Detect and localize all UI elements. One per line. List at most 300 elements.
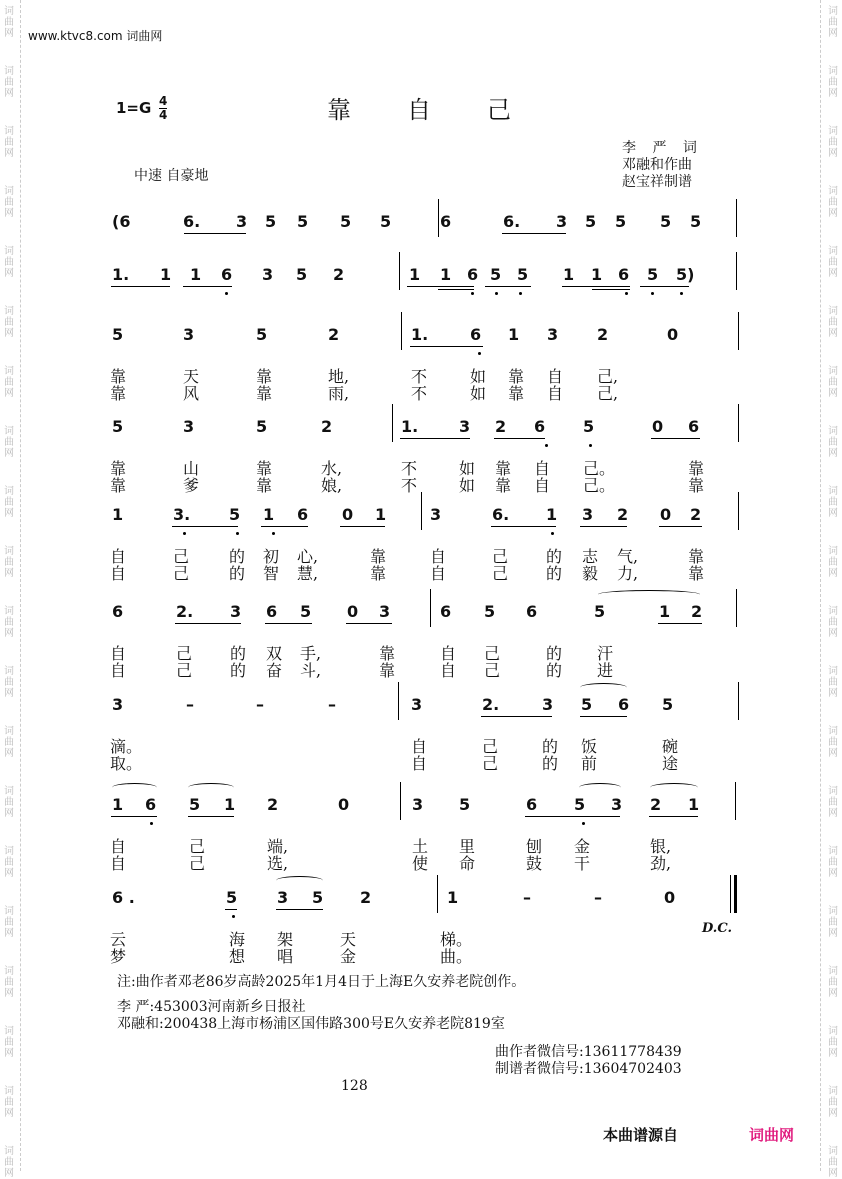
bar-line [738, 312, 739, 350]
watermark-text: 词 曲 网 [4, 126, 14, 159]
page-number: 128 [341, 1078, 368, 1094]
lyric: 靠 [256, 384, 273, 403]
lyric: 土 [412, 837, 429, 856]
lyric: 奋 [266, 661, 283, 680]
note: 1. [112, 265, 130, 284]
watermark-text: 词 曲 网 [828, 6, 838, 39]
final-bar-thick [734, 875, 737, 913]
note: 5 [583, 417, 595, 436]
beam-underline [562, 286, 630, 287]
lyric: 己。 [583, 459, 616, 478]
lyric: 不 [411, 367, 428, 386]
time-signature [159, 95, 167, 122]
lyric: 前 [581, 754, 598, 773]
bar-line [398, 682, 399, 720]
note: 1 [224, 795, 236, 814]
address-text: 453003河南新乡日报社 [154, 999, 306, 1015]
bar-line [399, 252, 400, 290]
lyric: 天 [340, 930, 357, 949]
octave-dot [545, 444, 548, 447]
note: 1 [112, 795, 124, 814]
lyric: 滴。 [110, 737, 143, 756]
watermark-text: 词 曲 网 [4, 546, 14, 579]
note: 1 [440, 265, 452, 284]
watermark-text: 词 曲 网 [828, 246, 838, 279]
beam-underline [265, 623, 312, 624]
beam-underline [340, 526, 385, 527]
watermark-text: 词 曲 网 [4, 306, 14, 339]
lyric: 的 [546, 644, 563, 663]
lyric: 靠 [110, 476, 127, 495]
lyric: 劲, [650, 854, 672, 873]
beam-underline [175, 623, 241, 624]
bar-line [392, 404, 393, 442]
note: 6 [618, 695, 630, 714]
octave-dot [232, 915, 235, 918]
lyric: 命 [459, 854, 476, 873]
note: 6 [112, 602, 124, 621]
beam-underline [410, 346, 483, 347]
lyric: 银, [650, 837, 672, 856]
note: 3 [277, 888, 289, 907]
bar-line [736, 252, 737, 290]
watermark-text: 词 曲 网 [828, 966, 838, 999]
note: 1 [688, 795, 700, 814]
note: 3 [430, 505, 442, 524]
lyric: 智 [263, 564, 280, 583]
note: 5 [581, 695, 593, 714]
lyric: 初 [263, 547, 280, 566]
lyric: 山 [183, 459, 200, 478]
lyric: 自 [430, 564, 447, 583]
note: 5 [256, 417, 268, 436]
lyric: 天 [183, 367, 200, 386]
beam-underline [438, 289, 474, 290]
lyric: 靠 [508, 384, 525, 403]
arranger-credit: 赵宝祥制谱 [622, 174, 692, 190]
note: 3 [379, 602, 391, 621]
note: 2 [328, 325, 340, 344]
note: 5 [256, 325, 268, 344]
note: 1 [563, 265, 575, 284]
octave-dot [236, 532, 239, 535]
note: 3 [262, 265, 274, 284]
note: 5 [312, 888, 324, 907]
note: 2. [176, 602, 194, 621]
note: 1 [375, 505, 387, 524]
note: 5 [380, 212, 392, 231]
note: 2. [482, 695, 500, 714]
lyric: 靠 [370, 564, 387, 583]
note: 6 [221, 265, 233, 284]
lyric: 使 [412, 854, 429, 873]
lyric: 己 [492, 564, 509, 583]
note: 2 [597, 325, 609, 344]
title-char: 靠 [327, 96, 351, 124]
bar-line [437, 875, 438, 913]
bar-line [401, 312, 402, 350]
lyric: 靠 [508, 367, 525, 386]
note: (6 [112, 212, 131, 231]
credits [622, 140, 703, 191]
beam-underline [580, 526, 627, 527]
beam-underline [407, 286, 474, 287]
lyric: 靠 [495, 476, 512, 495]
note: 5 [300, 602, 312, 621]
lyric: 己 [482, 754, 499, 773]
lyric: 靠 [688, 476, 705, 495]
lyric: 自 [110, 854, 127, 873]
watermark-text: 词 曲 网 [4, 606, 14, 639]
lyric: 气, [617, 547, 639, 566]
note: 5 [112, 417, 124, 436]
lyric: 己 [484, 661, 501, 680]
note: 1 [263, 505, 275, 524]
lyric: 力, [617, 564, 639, 583]
lyric: 靠 [495, 459, 512, 478]
lyric: 云 [110, 930, 127, 949]
note: 6 [440, 212, 452, 231]
site-header[interactable]: www.ktvc8.com 词曲网 [28, 29, 163, 43]
note: 6 [526, 795, 538, 814]
lyric: 自 [411, 754, 428, 773]
note: 1. [401, 417, 419, 436]
note: 2 [690, 505, 702, 524]
watermark-text: 词 曲 网 [4, 366, 14, 399]
note: 3 [112, 695, 124, 714]
note: 5 [297, 212, 309, 231]
note: 0 [660, 505, 672, 524]
bar-line [736, 589, 737, 627]
lyric: 自 [110, 644, 127, 663]
slur [188, 783, 234, 792]
lyric: 鼓 [526, 854, 543, 873]
watermark-text: 词 曲 网 [4, 426, 14, 459]
lyric: 架 [277, 930, 294, 949]
note: 2 [495, 417, 507, 436]
lyric: 志 [582, 547, 599, 566]
watermark-text: 词 曲 网 [4, 966, 14, 999]
note: 5 [265, 212, 277, 231]
octave-dot [183, 532, 186, 535]
watermark-text: 词 曲 网 [828, 366, 838, 399]
lyric: 手, [300, 644, 322, 663]
beam-underline [580, 716, 627, 717]
lyric: 自 [440, 661, 457, 680]
lyric: 的 [230, 661, 247, 680]
beam-underline [188, 816, 234, 817]
octave-dot [495, 292, 498, 295]
lyric: 靠 [379, 644, 396, 663]
lyric: 如 [470, 367, 487, 386]
note: 2 [650, 795, 662, 814]
lyric: 地, [328, 367, 350, 386]
title-char: 己 [487, 96, 511, 124]
note: 3 [183, 325, 195, 344]
dc-marking: D.C. [702, 921, 732, 936]
note: 3 [556, 212, 568, 231]
composition-note: 注:曲作者邓老86岁高龄2025年1月4日于上海E久安养老院创作。 [117, 974, 526, 990]
address-label: 李 严: [117, 999, 155, 1015]
lyric: 己 [492, 547, 509, 566]
lyric: 自 [534, 459, 551, 478]
lyric: 刨 [526, 837, 543, 856]
beam-underline [111, 286, 170, 287]
watermark-text: 词 曲 网 [4, 726, 14, 759]
note: 6 . [112, 888, 135, 907]
note: 5 [226, 888, 238, 907]
note: 6 [526, 602, 538, 621]
lyric: 靠 [110, 367, 127, 386]
lyric: 的 [542, 737, 559, 756]
octave-dot [625, 292, 628, 295]
lyric: 双 [266, 644, 283, 663]
note: 5 [517, 265, 529, 284]
note: 1 [160, 265, 172, 284]
lyric: 不 [401, 476, 418, 495]
lyric: 靠 [110, 459, 127, 478]
note: 5 [615, 212, 627, 231]
note: – [523, 888, 531, 907]
note: 6 [470, 325, 482, 344]
bar-line [430, 589, 431, 627]
lyric: 爹 [183, 476, 200, 495]
note: 3 [582, 505, 594, 524]
lyric: 里 [459, 837, 476, 856]
note: 5 [662, 695, 674, 714]
watermark-text: 词 曲 网 [828, 846, 838, 879]
note: 5) [676, 265, 695, 284]
slur [276, 876, 323, 885]
note: 3 [230, 602, 242, 621]
lyric: 不 [411, 384, 428, 403]
note: 0 [342, 505, 354, 524]
watermark-text: 词 曲 网 [4, 246, 14, 279]
note: 6 [145, 795, 157, 814]
lyric: 途 [662, 754, 679, 773]
watermark-text: 词 曲 网 [4, 666, 14, 699]
note: 5 [574, 795, 586, 814]
key-signature: 1=G [116, 99, 152, 117]
lyric: 的 [546, 564, 563, 583]
slur [598, 590, 700, 599]
note: 0 [338, 795, 350, 814]
lyric: 毅 [582, 564, 599, 583]
wechat-composer: 曲作者微信号:13611778439 [495, 1044, 682, 1060]
watermark-text: 词 曲 网 [828, 486, 838, 519]
octave-dot [471, 292, 474, 295]
note: 6 [534, 417, 546, 436]
bar-line [738, 492, 739, 530]
beam-underline [658, 623, 702, 624]
note: 1 [447, 888, 459, 907]
note: 1 [409, 265, 421, 284]
final-bar-thin [730, 875, 731, 913]
note: 6 [266, 602, 278, 621]
note: 2 [617, 505, 629, 524]
bar-line [735, 782, 736, 820]
slur [112, 783, 157, 792]
note: 5 [229, 505, 241, 524]
lyric: 靠 [256, 367, 273, 386]
note: 3 [411, 695, 423, 714]
watermark-text: 词 曲 网 [828, 186, 838, 219]
bar-line [738, 404, 739, 442]
note: 0 [664, 888, 676, 907]
lyric: 靠 [688, 547, 705, 566]
lyric: 如 [459, 476, 476, 495]
beam-underline [184, 233, 246, 234]
lyric: 己。 [583, 476, 616, 495]
lyric: 的 [229, 564, 246, 583]
slur [650, 783, 698, 792]
composer-credit: 邓融和作曲 [622, 157, 692, 173]
note: 5 [490, 265, 502, 284]
beam-underline [261, 526, 308, 527]
octave-dot [478, 352, 481, 355]
note: 0 [652, 417, 664, 436]
lyric: 斗, [300, 661, 322, 680]
note: 5 [112, 325, 124, 344]
note: – [328, 695, 336, 714]
note: 3 [412, 795, 424, 814]
wechat-arranger: 制谱者微信号:13604702403 [495, 1061, 682, 1077]
octave-dot [225, 292, 228, 295]
lyric: 自 [547, 384, 564, 403]
watermark-text: 词 曲 网 [828, 426, 838, 459]
lyric: 自 [547, 367, 564, 386]
note: 5 [484, 602, 496, 621]
lyric: 己, [597, 384, 619, 403]
beam-underline [651, 438, 700, 439]
address-label: 邓融和: [117, 1016, 164, 1032]
note: 2 [691, 602, 703, 621]
lyric: 如 [459, 459, 476, 478]
lyric: 碗 [662, 737, 679, 756]
octave-dot [551, 532, 554, 535]
lyricist-credit: 李 严 词 [622, 140, 703, 156]
lyric: 如 [470, 384, 487, 403]
lyric: 梯。 [440, 930, 473, 949]
note: 1 [546, 505, 558, 524]
lyric: 靠 [256, 459, 273, 478]
octave-dot [651, 292, 654, 295]
watermark-text: 词 曲 网 [4, 66, 14, 99]
time-top: 4 [159, 94, 168, 108]
note: 3 [542, 695, 554, 714]
note: 6 [440, 602, 452, 621]
bar-line [421, 492, 422, 530]
lyric: 己 [189, 837, 206, 856]
note: 5 [594, 602, 606, 621]
beam-underline [502, 233, 566, 234]
lyric: 自 [110, 661, 127, 680]
octave-dot [680, 292, 683, 295]
watermark-text: 词 曲 网 [828, 666, 838, 699]
beam-underline [172, 526, 238, 527]
lyric: 慧, [297, 564, 319, 583]
lyric: 己, [597, 367, 619, 386]
note: 3. [173, 505, 191, 524]
note: 2 [360, 888, 372, 907]
lyric: 自 [534, 476, 551, 495]
lyric: 干 [574, 854, 591, 873]
note: 3 [236, 212, 248, 231]
watermark-text: 词 曲 网 [828, 786, 838, 819]
lyric: 不 [401, 459, 418, 478]
lyric: 进 [597, 661, 614, 680]
note: 5 [660, 212, 672, 231]
tempo-marking: 中速 自豪地 [134, 168, 209, 184]
note: 3 [547, 325, 559, 344]
note: 3 [611, 795, 623, 814]
lyric: 想 [229, 947, 246, 966]
beam-underline [494, 438, 545, 439]
note: 5 [690, 212, 702, 231]
watermark-text: 词 曲 网 [828, 546, 838, 579]
lyric: 雨, [328, 384, 350, 403]
lyric: 的 [229, 547, 246, 566]
beam-underline [225, 909, 237, 910]
note: 0 [347, 602, 359, 621]
note: 6. [503, 212, 521, 231]
note: 6 [467, 265, 479, 284]
lyric: 靠 [688, 459, 705, 478]
note: 1 [659, 602, 671, 621]
note: 0 [667, 325, 679, 344]
beam-underline [659, 526, 702, 527]
octave-dot [582, 822, 585, 825]
address-composer [117, 1013, 505, 1033]
lyric: 靠 [379, 661, 396, 680]
note: 5 [340, 212, 352, 231]
note: 6 [688, 417, 700, 436]
slur [579, 783, 621, 792]
beam-underline [111, 816, 157, 817]
watermark-text: 词 曲 网 [4, 6, 14, 39]
note: 3 [459, 417, 471, 436]
note: 1 [190, 265, 202, 284]
watermark-text: 词 曲 网 [4, 186, 14, 219]
note: 5 [296, 265, 308, 284]
lyric: 靠 [256, 476, 273, 495]
bar-line [736, 199, 737, 237]
lyric: 自 [430, 547, 447, 566]
lyric: 的 [546, 547, 563, 566]
beam-underline [525, 816, 620, 817]
lyric: 风 [183, 384, 200, 403]
note: – [256, 695, 264, 714]
bar-line [738, 682, 739, 720]
lyric: 靠 [688, 564, 705, 583]
lyric: 唱 [277, 947, 294, 966]
beam-underline [183, 286, 232, 287]
lyric: 金 [340, 947, 357, 966]
watermark-text: 词 曲 网 [4, 786, 14, 819]
beam-underline [481, 716, 552, 717]
footer-brand-link[interactable]: 词曲网 [749, 1126, 795, 1144]
lyric: 己 [173, 547, 190, 566]
watermark-text: 词 曲 网 [828, 1026, 838, 1059]
octave-dot [519, 292, 522, 295]
note: 1 [508, 325, 520, 344]
note: 5 [459, 795, 471, 814]
note: 1. [411, 325, 429, 344]
bar-line [438, 199, 439, 237]
watermark-text: 词 曲 网 [4, 1026, 14, 1059]
lyric: 饭 [581, 737, 598, 756]
lyric: 选, [267, 854, 289, 873]
